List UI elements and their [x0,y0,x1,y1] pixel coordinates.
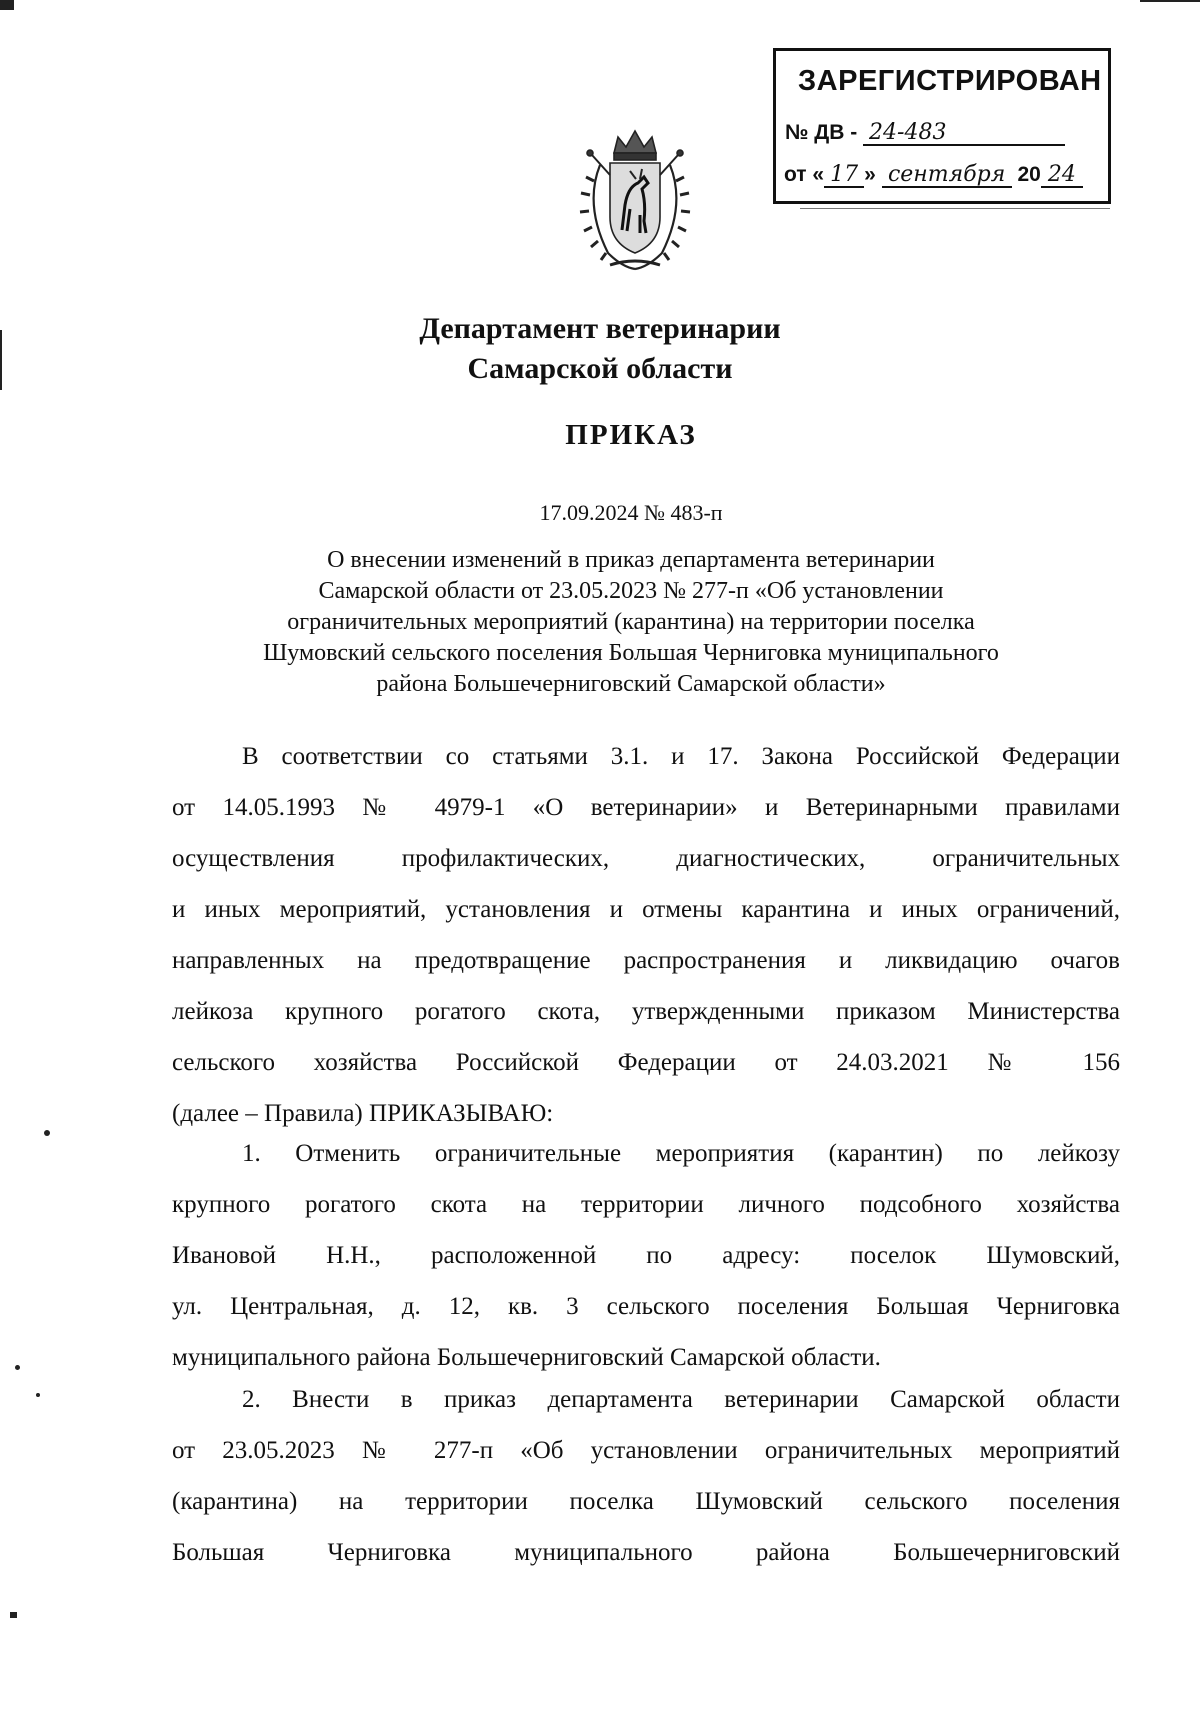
subject-line: Шумовский сельского поселения Большая Черниговка муниципального [263,640,999,666]
subject-line: Самарской области от 23.05.2023 № 277-п «Об установлении [318,578,944,604]
body-line: осуществления профилактических, диагностических, ограничительных [172,845,1120,872]
preamble-paragraph [172,731,1120,1139]
body-line: ул. Центральная, д. 12, кв. 3 сельского поселения Большая Черниговка [172,1293,1120,1320]
scan-mark [15,1365,20,1370]
body-line: (далее – Правила) ПРИКАЗЫВАЮ: [172,1100,554,1127]
subject-line: О внесении изменений в приказ департамента ветеринарии [327,547,935,573]
stamp-date-year-suffix: 24 [1041,164,1083,188]
document-subject [150,545,1112,700]
body-line: (карантина) на территории поселка Шумовский сельского поселения [172,1488,1120,1515]
department-region: Самарской области [467,352,733,385]
body-line: направленных на предотвращение распространения и ликвидацию очагов [172,947,1120,974]
body-line: и иных мероприятий, установления и отмены карантина и иных ограничений, [172,896,1120,923]
stamp-number-line [785,121,1065,146]
stamp-date-month: сентября [882,164,1012,188]
scan-mark [0,0,14,10]
registration-stamp [773,48,1111,204]
body-line: 1. Отменить ограничительные мероприятия (карантин) по лейкозу [242,1140,1120,1167]
stamp-number-label: № ДВ - [785,121,858,144]
subject-line: района Большечерниговский Самарской области» [376,671,886,697]
stamp-date-mid: » [864,163,876,186]
body-line: муниципального района Большечерниговский Самарской области. [172,1344,881,1371]
stamp-number-value: 24-483 [863,122,1065,146]
scan-mark [36,1393,40,1397]
body-line: от 23.05.2023 № 277-п «Об установлении ограничительных мероприятий [172,1437,1120,1464]
stamp-date-year-prefix: 20 [1017,163,1041,186]
body-line: Ивановой Н.Н., расположенной по адресу: поселок Шумовский, [172,1242,1120,1269]
stamp-date-day: 17 [824,164,864,188]
subject-line: ограничительных мероприятий (карантина) на территории поселка [287,609,975,635]
body-line: Большая Черниговка муниципального района Большечерниговский [172,1539,1120,1566]
scan-mark [1140,0,1200,2]
stamp-date-prefix: от « [784,163,825,186]
department-name: Департамент ветеринарии [419,312,781,345]
body-line: от 14.05.1993 № 4979-1 «О ветеринарии» и Ветеринарными правилами [172,794,1120,821]
body-line: В соответствии со статьями 3.1. и 17. Закона Российской Федерации [242,743,1120,770]
coat-of-arms-samara-icon [570,125,700,275]
stamp-title: ЗАРЕГИСТРИРОВАН [798,65,1102,97]
document-type: ПРИКАЗ [565,419,697,451]
stamp-shadow-line [800,208,1110,209]
clause-1-paragraph [172,1128,1120,1383]
document-number: 17.09.2024 № 483-п [539,500,723,525]
body-line: сельского хозяйства Российской Федерации от 24.03.2021 № 156 [172,1049,1120,1076]
scan-mark [44,1130,50,1136]
scan-mark [0,330,2,390]
clause-2-paragraph [172,1374,1120,1578]
body-line: 2. Внести в приказ департамента ветеринарии Самарской области [242,1386,1120,1413]
body-line: лейкоза крупного рогатого скота, утвержденными приказом Министерства [172,998,1120,1025]
stamp-date-line [784,163,1083,188]
body-line: крупного рогатого скота на территории личного подсобного хозяйства [172,1191,1120,1218]
scan-mark [10,1612,17,1618]
